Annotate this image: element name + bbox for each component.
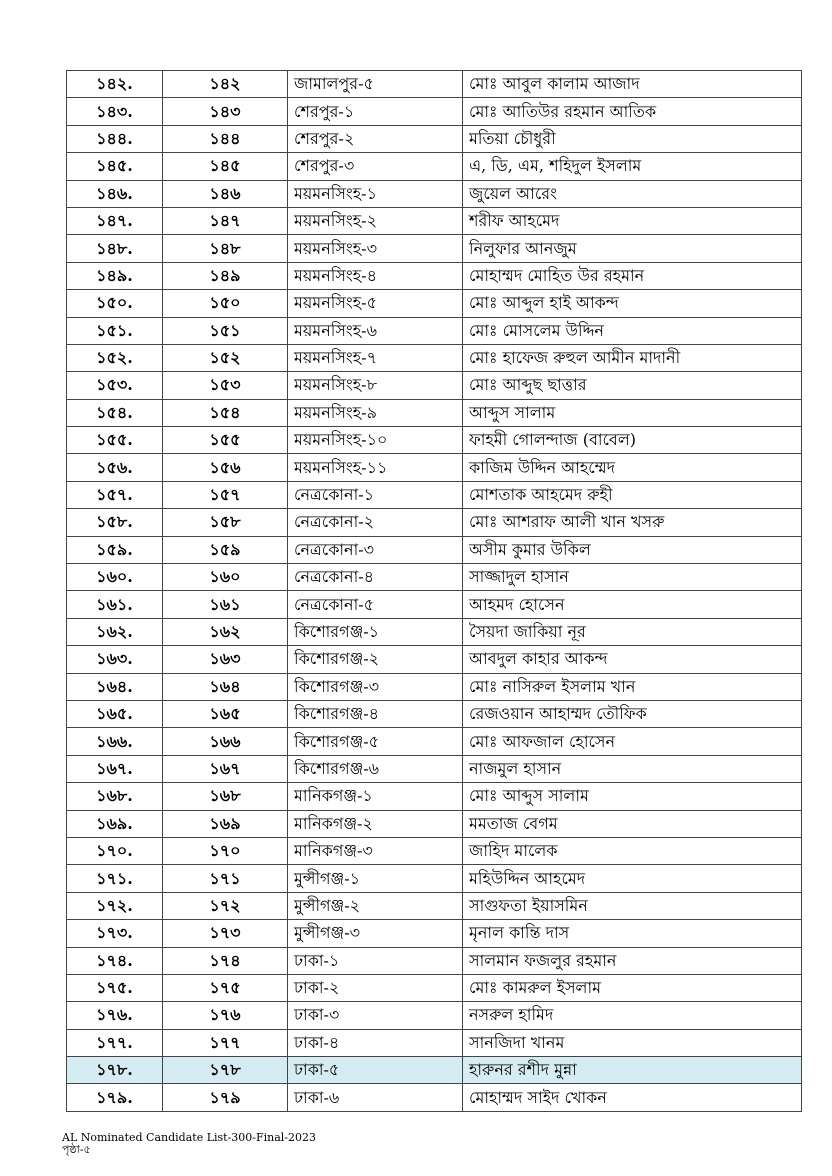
- constituency-name-cell: মানিকগঞ্জ-৩: [288, 837, 463, 864]
- constituency-name-cell: মুন্সীগঞ্জ-১: [288, 865, 463, 892]
- candidate-name-cell: সানজিদা খানম: [463, 1029, 802, 1056]
- serial-cell: ১৭৫.: [67, 974, 163, 1001]
- candidate-name-cell: অসীম কুমার উকিল: [463, 536, 802, 563]
- serial-cell: ১৫৪.: [67, 399, 163, 426]
- table-row: [67, 728, 802, 755]
- constituency-number-cell: ১৭৫: [163, 974, 288, 1001]
- candidate-name-cell: জাহিদ মালেক: [463, 837, 802, 864]
- table-row: [67, 536, 802, 563]
- serial-cell: ১৫৮.: [67, 509, 163, 536]
- candidate-name-cell: মহিউদ্দিন আহমেদ: [463, 865, 802, 892]
- serial-cell: ১৬১.: [67, 591, 163, 618]
- constituency-number-cell: ১৫৯: [163, 536, 288, 563]
- table-row: [67, 98, 802, 125]
- table-row: [67, 344, 802, 371]
- serial-cell: ১৪৭.: [67, 207, 163, 234]
- serial-cell: ১৪২.: [67, 71, 163, 98]
- constituency-number-cell: ১৬৯: [163, 810, 288, 837]
- serial-cell: ১৭৮.: [67, 1057, 163, 1084]
- table-row: [67, 454, 802, 481]
- constituency-number-cell: ১৪৮: [163, 235, 288, 262]
- constituency-number-cell: ১৪৬: [163, 180, 288, 207]
- serial-cell: ১৪৪.: [67, 125, 163, 152]
- constituency-name-cell: ময়মনসিংহ-৮: [288, 372, 463, 399]
- serial-cell: ১৭৬.: [67, 1002, 163, 1029]
- candidate-table: [66, 70, 802, 1112]
- table-row: [67, 153, 802, 180]
- constituency-name-cell: ঢাকা-৪: [288, 1029, 463, 1056]
- constituency-number-cell: ১৫৭: [163, 481, 288, 508]
- serial-cell: ১৬৮.: [67, 783, 163, 810]
- candidate-table-body: [67, 71, 802, 1112]
- constituency-name-cell: ময়মনসিংহ-৬: [288, 317, 463, 344]
- table-row: [67, 755, 802, 782]
- table-row: [67, 673, 802, 700]
- footer-document-name: AL Nominated Candidate List-300-Final-2023: [62, 1131, 317, 1144]
- constituency-name-cell: নেত্রকোনা-৪: [288, 564, 463, 591]
- constituency-number-cell: ১৬৪: [163, 673, 288, 700]
- serial-cell: ১৪৩.: [67, 98, 163, 125]
- constituency-name-cell: নেত্রকোনা-২: [288, 509, 463, 536]
- serial-cell: ১৫৯.: [67, 536, 163, 563]
- candidate-name-cell: সৈয়দা জাকিয়া নূর: [463, 618, 802, 645]
- table-row: [67, 974, 802, 1001]
- table-row: [67, 290, 802, 317]
- constituency-number-cell: ১৫৮: [163, 509, 288, 536]
- candidate-name-cell: মোশতাক আহমেদ রুহী: [463, 481, 802, 508]
- constituency-name-cell: ময়মনসিংহ-২: [288, 207, 463, 234]
- constituency-number-cell: ১৫১: [163, 317, 288, 344]
- table-row: [67, 892, 802, 919]
- serial-cell: ১৭৩.: [67, 920, 163, 947]
- table-row: [67, 235, 802, 262]
- constituency-number-cell: ১৭৬: [163, 1002, 288, 1029]
- constituency-number-cell: ১৫২: [163, 344, 288, 371]
- candidate-name-cell: কাজিম উদ্দিন আহম্মেদ: [463, 454, 802, 481]
- candidate-name-cell: আবদুল কাহার আকন্দ: [463, 646, 802, 673]
- serial-cell: ১৫১.: [67, 317, 163, 344]
- constituency-name-cell: কিশোরগঞ্জ-৪: [288, 700, 463, 727]
- serial-cell: ১৬২.: [67, 618, 163, 645]
- candidate-name-cell: মোঃ আব্দুল হাই আকন্দ: [463, 290, 802, 317]
- table-row: [67, 372, 802, 399]
- candidate-name-cell: মোঃ আতিউর রহমান আতিক: [463, 98, 802, 125]
- constituency-name-cell: ময়মনসিংহ-৭: [288, 344, 463, 371]
- constituency-name-cell: শেরপুর-১: [288, 98, 463, 125]
- candidate-name-cell: নিলুফার আনজুম: [463, 235, 802, 262]
- constituency-name-cell: ময়মনসিংহ-১০: [288, 427, 463, 454]
- candidate-name-cell: মোঃ নাসিরুল ইসলাম খান: [463, 673, 802, 700]
- serial-cell: ১৬৫.: [67, 700, 163, 727]
- serial-cell: ১৬৪.: [67, 673, 163, 700]
- serial-cell: ১৭০.: [67, 837, 163, 864]
- constituency-number-cell: ১৬২: [163, 618, 288, 645]
- table-row: [67, 646, 802, 673]
- serial-cell: ১৪৫.: [67, 153, 163, 180]
- constituency-name-cell: ময়মনসিংহ-৫: [288, 290, 463, 317]
- page-footer: [62, 1132, 316, 1156]
- constituency-number-cell: ১৬০: [163, 564, 288, 591]
- constituency-number-cell: ১৫০: [163, 290, 288, 317]
- constituency-number-cell: ১৫৩: [163, 372, 288, 399]
- candidate-name-cell: মোঃ হাফেজ রুহুল আমীন মাদানী: [463, 344, 802, 371]
- candidate-name-cell: এ, ডি, এম, শহিদুল ইসলাম: [463, 153, 802, 180]
- constituency-name-cell: মানিকগঞ্জ-১: [288, 783, 463, 810]
- constituency-name-cell: শেরপুর-৩: [288, 153, 463, 180]
- table-row: [67, 262, 802, 289]
- constituency-number-cell: ১৭৪: [163, 947, 288, 974]
- candidate-name-cell: ফাহমী গোলন্দাজ (বাবেল): [463, 427, 802, 454]
- table-row: [67, 1029, 802, 1056]
- candidate-name-cell: মোঃ আব্দুছ ছাত্তার: [463, 372, 802, 399]
- table-row: [67, 317, 802, 344]
- serial-cell: ১৭৪.: [67, 947, 163, 974]
- constituency-name-cell: মানিকগঞ্জ-২: [288, 810, 463, 837]
- serial-cell: ১৫৬.: [67, 454, 163, 481]
- table-row: [67, 207, 802, 234]
- constituency-name-cell: শেরপুর-২: [288, 125, 463, 152]
- table-row: [67, 564, 802, 591]
- constituency-number-cell: ১৬৮: [163, 783, 288, 810]
- table-row: [67, 399, 802, 426]
- table-row: [67, 481, 802, 508]
- candidate-name-cell: মোঃ মোসলেম উদ্দিন: [463, 317, 802, 344]
- candidate-name-cell: আহমদ হোসেন: [463, 591, 802, 618]
- table-row: [67, 1002, 802, 1029]
- constituency-name-cell: ময়মনসিংহ-৯: [288, 399, 463, 426]
- candidate-name-cell: সালমান ফজলুর রহমান: [463, 947, 802, 974]
- constituency-number-cell: ১৫৬: [163, 454, 288, 481]
- constituency-number-cell: ১৭০: [163, 837, 288, 864]
- serial-cell: ১৫০.: [67, 290, 163, 317]
- constituency-number-cell: ১৭৩: [163, 920, 288, 947]
- constituency-number-cell: ১৪৭: [163, 207, 288, 234]
- constituency-name-cell: কিশোরগঞ্জ-৩: [288, 673, 463, 700]
- constituency-number-cell: ১৬৬: [163, 728, 288, 755]
- table-row: [67, 427, 802, 454]
- serial-cell: ১৪৯.: [67, 262, 163, 289]
- table-row: [67, 810, 802, 837]
- serial-cell: ১৭৯.: [67, 1084, 163, 1111]
- serial-cell: ১৪৮.: [67, 235, 163, 262]
- constituency-number-cell: ১৬৫: [163, 700, 288, 727]
- constituency-name-cell: কিশোরগঞ্জ-১: [288, 618, 463, 645]
- candidate-name-cell: মোঃ আফজাল হোসেন: [463, 728, 802, 755]
- table-row: [67, 1057, 802, 1084]
- candidate-name-cell: মতিয়া চৌধুরী: [463, 125, 802, 152]
- candidate-name-cell: সাগুফতা ইয়াসমিন: [463, 892, 802, 919]
- constituency-name-cell: ঢাকা-৩: [288, 1002, 463, 1029]
- table-row: [67, 865, 802, 892]
- candidate-name-cell: সাজ্জাদুল হাসান: [463, 564, 802, 591]
- candidate-name-cell: মৃনাল কান্তি দাস: [463, 920, 802, 947]
- constituency-name-cell: কিশোরগঞ্জ-৫: [288, 728, 463, 755]
- serial-cell: ১৭২.: [67, 892, 163, 919]
- constituency-name-cell: ময়মনসিংহ-১: [288, 180, 463, 207]
- serial-cell: ১৭৭.: [67, 1029, 163, 1056]
- serial-cell: ১৬৭.: [67, 755, 163, 782]
- constituency-name-cell: কিশোরগঞ্জ-৬: [288, 755, 463, 782]
- table-row: [67, 591, 802, 618]
- constituency-number-cell: ১৬১: [163, 591, 288, 618]
- candidate-name-cell: নাজমুল হাসান: [463, 755, 802, 782]
- constituency-number-cell: ১৭২: [163, 892, 288, 919]
- table-row: [67, 125, 802, 152]
- constituency-name-cell: ঢাকা-৫: [288, 1057, 463, 1084]
- table-row: [67, 180, 802, 207]
- candidate-name-cell: মোঃ কামরুল ইসলাম: [463, 974, 802, 1001]
- constituency-name-cell: ময়মনসিংহ-৪: [288, 262, 463, 289]
- candidate-name-cell: নসরুল হামিদ: [463, 1002, 802, 1029]
- constituency-name-cell: ময়মনসিংহ-১১: [288, 454, 463, 481]
- constituency-number-cell: ১৬৭: [163, 755, 288, 782]
- constituency-name-cell: ঢাকা-৬: [288, 1084, 463, 1111]
- constituency-number-cell: ১৭৭: [163, 1029, 288, 1056]
- serial-cell: ১৬৩.: [67, 646, 163, 673]
- table-row: [67, 509, 802, 536]
- constituency-number-cell: ১৪৩: [163, 98, 288, 125]
- serial-cell: ১৬০.: [67, 564, 163, 591]
- constituency-name-cell: ঢাকা-১: [288, 947, 463, 974]
- candidate-name-cell: মোঃ আবুল কালাম আজাদ: [463, 71, 802, 98]
- constituency-number-cell: ১৫৪: [163, 399, 288, 426]
- table-row: [67, 71, 802, 98]
- constituency-name-cell: ময়মনসিংহ-৩: [288, 235, 463, 262]
- serial-cell: ১৬৯.: [67, 810, 163, 837]
- constituency-number-cell: ১৪২: [163, 71, 288, 98]
- serial-cell: ১৫৫.: [67, 427, 163, 454]
- constituency-name-cell: জামালপুর-৫: [288, 71, 463, 98]
- candidate-name-cell: মোহাম্মদ সাইদ খোকন: [463, 1084, 802, 1111]
- constituency-number-cell: ১৭৯: [163, 1084, 288, 1111]
- constituency-name-cell: মুন্সীগঞ্জ-২: [288, 892, 463, 919]
- constituency-name-cell: ঢাকা-২: [288, 974, 463, 1001]
- constituency-number-cell: ১৬৩: [163, 646, 288, 673]
- constituency-number-cell: ১৪৯: [163, 262, 288, 289]
- serial-cell: ১৫২.: [67, 344, 163, 371]
- serial-cell: ১৬৬.: [67, 728, 163, 755]
- constituency-number-cell: ১৪৫: [163, 153, 288, 180]
- constituency-name-cell: নেত্রকোনা-৩: [288, 536, 463, 563]
- serial-cell: ১৫৩.: [67, 372, 163, 399]
- constituency-name-cell: নেত্রকোনা-১: [288, 481, 463, 508]
- constituency-number-cell: ১৪৪: [163, 125, 288, 152]
- candidate-name-cell: জুয়েল আরেং: [463, 180, 802, 207]
- constituency-number-cell: ১৭১: [163, 865, 288, 892]
- candidate-name-cell: মোঃ আব্দুস সালাম: [463, 783, 802, 810]
- candidate-name-cell: মমতাজ বেগম: [463, 810, 802, 837]
- candidate-name-cell: রেজওয়ান আহাম্মদ তৌফিক: [463, 700, 802, 727]
- candidate-name-cell: মোঃ আশরাফ আলী খান খসরু: [463, 509, 802, 536]
- table-row: [67, 837, 802, 864]
- serial-cell: ১৭১.: [67, 865, 163, 892]
- constituency-number-cell: ১৭৮: [163, 1057, 288, 1084]
- serial-cell: ১৫৭.: [67, 481, 163, 508]
- table-row: [67, 700, 802, 727]
- footer-page-number: পৃষ্ঠা-৫: [62, 1143, 91, 1156]
- constituency-name-cell: কিশোরগঞ্জ-২: [288, 646, 463, 673]
- table-row: [67, 783, 802, 810]
- candidate-name-cell: মোহাম্মদ মোহিত উর রহমান: [463, 262, 802, 289]
- candidate-name-cell: হারুনর রশীদ মুন্না: [463, 1057, 802, 1084]
- constituency-name-cell: মুন্সীগঞ্জ-৩: [288, 920, 463, 947]
- table-row: [67, 1084, 802, 1111]
- candidate-name-cell: শরীফ আহমেদ: [463, 207, 802, 234]
- table-row: [67, 920, 802, 947]
- candidate-name-cell: আব্দুস সালাম: [463, 399, 802, 426]
- constituency-number-cell: ১৫৫: [163, 427, 288, 454]
- table-row: [67, 618, 802, 645]
- table-row: [67, 947, 802, 974]
- serial-cell: ১৪৬.: [67, 180, 163, 207]
- constituency-name-cell: নেত্রকোনা-৫: [288, 591, 463, 618]
